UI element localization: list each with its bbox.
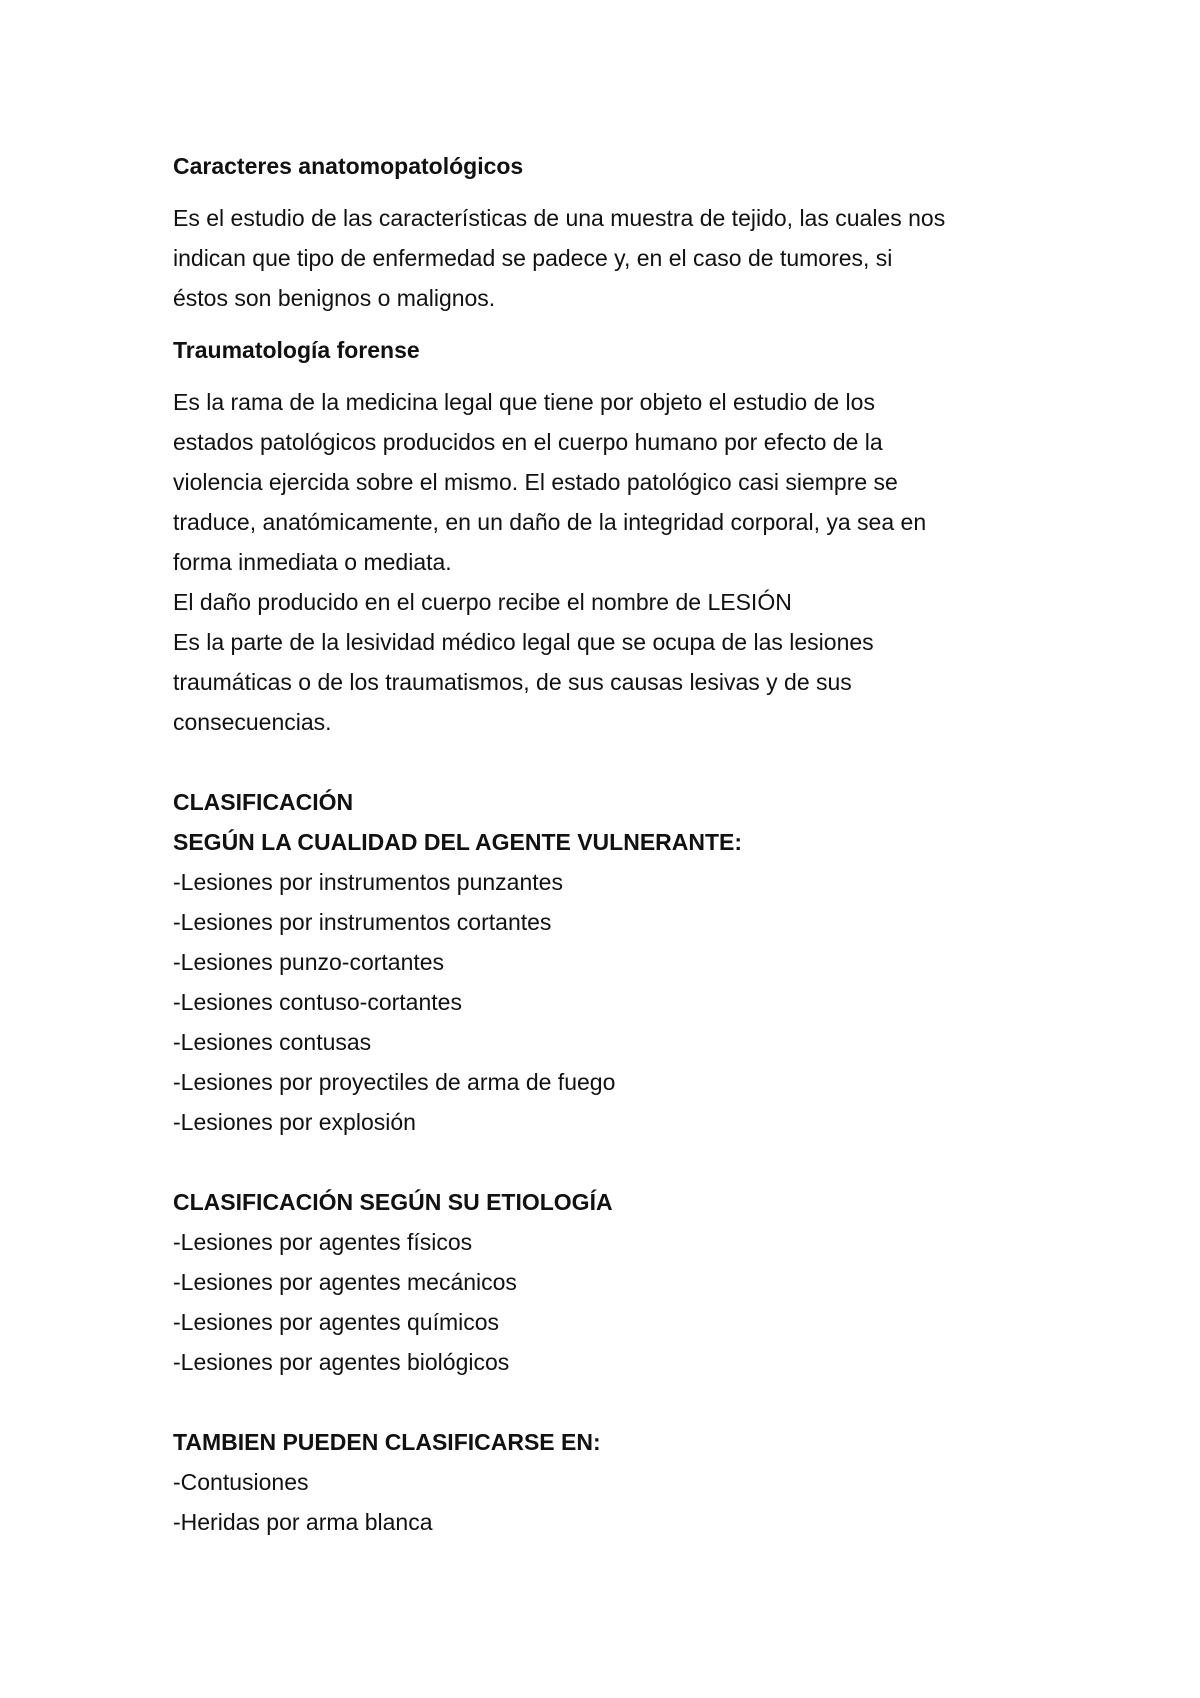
text-line: Es la parte de la lesividad médico legal que se ocupa de las lesiones <box>173 629 874 655</box>
document-body <box>173 146 1073 1542</box>
text-line: consecuencias. <box>173 709 332 735</box>
list-tambien <box>173 1462 1073 1542</box>
text-line: El daño producido en el cuerpo recibe el nombre de LESIÓN <box>173 589 792 615</box>
list-item: -Lesiones por proyectiles de arma de fuego <box>173 1069 616 1095</box>
paragraph-anatomopatologicos <box>173 198 1073 318</box>
text-line: traumáticas o de los traumatismos, de sus causas lesivas y de sus <box>173 669 852 695</box>
text-line: indican que tipo de enfermedad se padece y, en el caso de tumores, si <box>173 245 893 271</box>
list-item: -Lesiones por agentes biológicos <box>173 1349 510 1375</box>
text-line: estados patológicos producidos en el cuerpo humano por efecto de la <box>173 429 883 455</box>
list-item: -Lesiones por explosión <box>173 1109 416 1135</box>
text-line: Es el estudio de las características de una muestra de tejido, las cuales nos <box>173 205 946 231</box>
list-agente-vulnerante <box>173 862 1073 1142</box>
list-item: -Lesiones contuso-cortantes <box>173 989 462 1015</box>
text-line: violencia ejercida sobre el mismo. El estado patológico casi siempre se <box>173 469 898 495</box>
section-heading-traumatologia: Traumatología forense <box>173 337 420 363</box>
list-item: -Lesiones por instrumentos punzantes <box>173 869 563 895</box>
section-subheading-agente-vulnerante: SEGÚN LA CUALIDAD DEL AGENTE VULNERANTE: <box>173 829 743 855</box>
list-etiologia <box>173 1222 1073 1382</box>
section-heading-etiologia: CLASIFICACIÓN SEGÚN SU ETIOLOGÍA <box>173 1189 613 1215</box>
text-line: forma inmediata o mediata. <box>173 549 452 575</box>
text-line: traduce, anatómicamente, en un daño de la integridad corporal, ya sea en <box>173 509 927 535</box>
list-item: -Lesiones punzo-cortantes <box>173 949 445 975</box>
section-heading-tambien: TAMBIEN PUEDEN CLASIFICARSE EN: <box>173 1429 601 1455</box>
list-item: -Lesiones contusas <box>173 1029 372 1055</box>
list-item: -Lesiones por agentes químicos <box>173 1309 500 1335</box>
text-line: éstos son benignos o malignos. <box>173 285 496 311</box>
paragraph-traumatologia <box>173 382 1073 742</box>
section-heading-clasificacion: CLASIFICACIÓN <box>173 789 354 815</box>
list-item: -Contusiones <box>173 1469 309 1495</box>
list-item: -Lesiones por instrumentos cortantes <box>173 909 552 935</box>
list-item: -Lesiones por agentes mecánicos <box>173 1269 517 1295</box>
list-item: -Heridas por arma blanca <box>173 1509 433 1535</box>
section-heading-anatomopatologicos: Caracteres anatomopatológicos <box>173 153 524 179</box>
list-item: -Lesiones por agentes físicos <box>173 1229 473 1255</box>
text-line: Es la rama de la medicina legal que tiene por objeto el estudio de los <box>173 389 875 415</box>
